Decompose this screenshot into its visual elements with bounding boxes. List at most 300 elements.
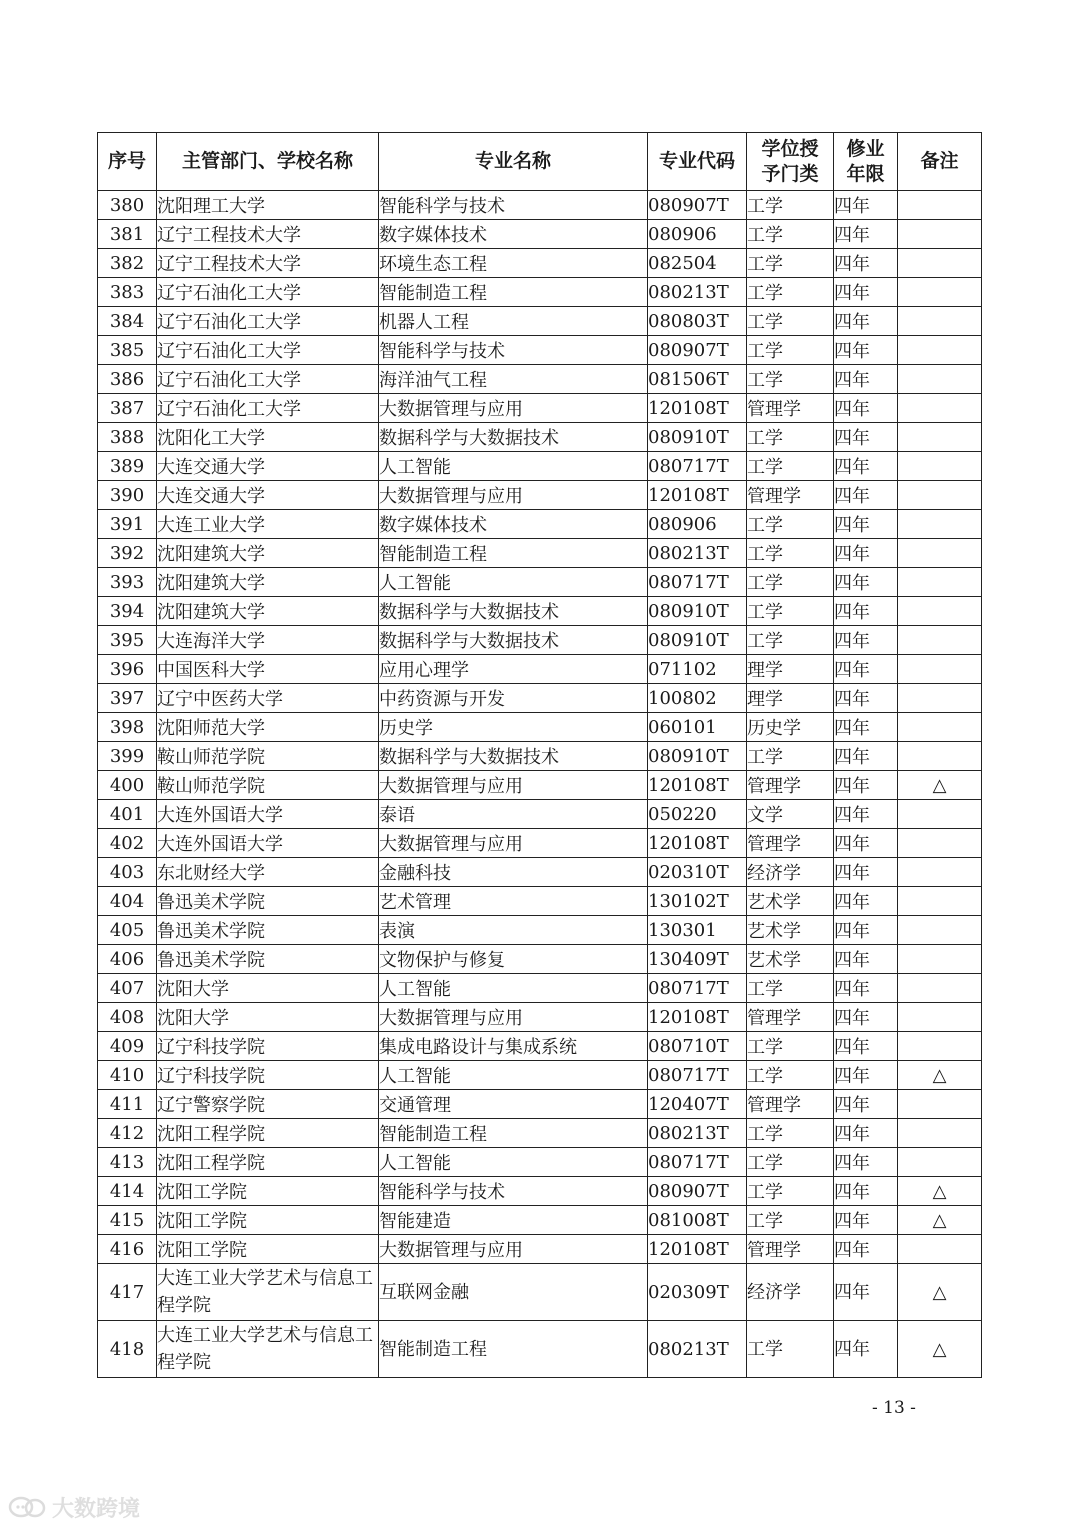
- cell-note: [898, 336, 982, 365]
- cell-major: 应用心理学: [379, 655, 648, 684]
- cell-note: [898, 394, 982, 423]
- cell-no: 385: [98, 336, 157, 365]
- table-row: [98, 452, 982, 481]
- cell-no: 416: [98, 1235, 157, 1264]
- cell-code: 080717T: [648, 1061, 747, 1090]
- header-note: 备注: [898, 133, 982, 191]
- cell-years: 四年: [834, 800, 898, 829]
- cell-major: 大数据管理与应用: [379, 481, 648, 510]
- table-row: [98, 1148, 982, 1177]
- cell-note: [898, 974, 982, 1003]
- cell-no: 389: [98, 452, 157, 481]
- cell-no: 388: [98, 423, 157, 452]
- cell-category: 工学: [747, 336, 834, 365]
- cell-code: 120108T: [648, 394, 747, 423]
- cell-years: 四年: [834, 510, 898, 539]
- cell-major: 机器人工程: [379, 307, 648, 336]
- cell-note: [898, 1003, 982, 1032]
- cell-years: 四年: [834, 684, 898, 713]
- cell-code: 060101: [648, 713, 747, 742]
- header-code: 专业代码: [648, 133, 747, 191]
- cell-category: 工学: [747, 597, 834, 626]
- cell-category: 管理学: [747, 481, 834, 510]
- cell-school: 沈阳大学: [157, 1003, 379, 1032]
- table-row: [98, 684, 982, 713]
- cell-school: 大连外国语大学: [157, 829, 379, 858]
- cell-code: 081008T: [648, 1206, 747, 1235]
- table-row: [98, 1061, 982, 1090]
- cell-years: 四年: [834, 220, 898, 249]
- cell-code: 080213T: [648, 1321, 747, 1378]
- cell-no: 386: [98, 365, 157, 394]
- cell-years: 四年: [834, 336, 898, 365]
- cell-school: 沈阳建筑大学: [157, 539, 379, 568]
- table-row: [98, 365, 982, 394]
- cell-note: [898, 655, 982, 684]
- table-row: [98, 220, 982, 249]
- cell-years: 四年: [834, 394, 898, 423]
- cell-category: 工学: [747, 220, 834, 249]
- cell-note: △: [898, 1061, 982, 1090]
- cell-school: 大连工业大学艺术与信息工程学院: [157, 1264, 379, 1321]
- cell-category: 工学: [747, 568, 834, 597]
- cell-no: 411: [98, 1090, 157, 1119]
- cell-note: [898, 510, 982, 539]
- cell-no: 408: [98, 1003, 157, 1032]
- cell-category: 工学: [747, 1061, 834, 1090]
- cell-school: 辽宁科技学院: [157, 1061, 379, 1090]
- cell-years: 四年: [834, 1090, 898, 1119]
- cell-years: 四年: [834, 191, 898, 220]
- cell-major: 文物保护与修复: [379, 945, 648, 974]
- cell-category: 工学: [747, 249, 834, 278]
- cell-note: △: [898, 1177, 982, 1206]
- cell-major: 智能科学与技术: [379, 1177, 648, 1206]
- cell-school: 沈阳工程学院: [157, 1148, 379, 1177]
- table-row: [98, 423, 982, 452]
- cell-major: 人工智能: [379, 1061, 648, 1090]
- watermark: [8, 1492, 140, 1523]
- cell-note: △: [898, 771, 982, 800]
- cell-school: 大连海洋大学: [157, 626, 379, 655]
- cell-school: 沈阳建筑大学: [157, 568, 379, 597]
- cell-school: 辽宁石油化工大学: [157, 278, 379, 307]
- cell-school: 沈阳建筑大学: [157, 597, 379, 626]
- cell-note: [898, 191, 982, 220]
- cell-note: △: [898, 1206, 982, 1235]
- table-row: [98, 945, 982, 974]
- cell-note: [898, 626, 982, 655]
- table-row: [98, 1032, 982, 1061]
- table-row: [98, 394, 982, 423]
- cell-note: [898, 1090, 982, 1119]
- cell-school: 鞍山师范学院: [157, 771, 379, 800]
- cell-category: 工学: [747, 1206, 834, 1235]
- cell-note: [898, 568, 982, 597]
- cell-major: 智能制造工程: [379, 539, 648, 568]
- table-row: [98, 916, 982, 945]
- cell-no: 418: [98, 1321, 157, 1378]
- cell-years: 四年: [834, 1032, 898, 1061]
- cell-years: 四年: [834, 597, 898, 626]
- cell-note: [898, 423, 982, 452]
- cell-code: 130409T: [648, 945, 747, 974]
- cell-no: 384: [98, 307, 157, 336]
- table-row: [98, 1206, 982, 1235]
- cell-no: 393: [98, 568, 157, 597]
- cell-no: 402: [98, 829, 157, 858]
- cell-code: 130301: [648, 916, 747, 945]
- cell-no: 383: [98, 278, 157, 307]
- cell-category: 工学: [747, 1177, 834, 1206]
- cell-no: 399: [98, 742, 157, 771]
- cell-school: 辽宁警察学院: [157, 1090, 379, 1119]
- table-row: [98, 568, 982, 597]
- cell-category: 管理学: [747, 394, 834, 423]
- cell-category: 艺术学: [747, 945, 834, 974]
- cell-no: 412: [98, 1119, 157, 1148]
- table-row: [98, 278, 982, 307]
- cell-category: 工学: [747, 539, 834, 568]
- cell-code: 080213T: [648, 278, 747, 307]
- cell-no: 406: [98, 945, 157, 974]
- table-row: [98, 249, 982, 278]
- cell-no: 417: [98, 1264, 157, 1321]
- cell-no: 400: [98, 771, 157, 800]
- cell-no: 387: [98, 394, 157, 423]
- cell-note: [898, 800, 982, 829]
- cell-code: 080717T: [648, 974, 747, 1003]
- cell-school: 鲁迅美术学院: [157, 945, 379, 974]
- cell-major: 人工智能: [379, 974, 648, 1003]
- cell-no: 407: [98, 974, 157, 1003]
- cell-major: 中药资源与开发: [379, 684, 648, 713]
- cell-years: 四年: [834, 655, 898, 684]
- cell-school: 辽宁工程技术大学: [157, 249, 379, 278]
- cell-note: [898, 597, 982, 626]
- watermark-text: 大数跨境: [52, 1497, 141, 1522]
- cell-major: 艺术管理: [379, 887, 648, 916]
- cell-school: 沈阳大学: [157, 974, 379, 1003]
- cell-major: 人工智能: [379, 452, 648, 481]
- cell-major: 智能建造: [379, 1206, 648, 1235]
- cell-category: 管理学: [747, 1090, 834, 1119]
- cell-years: 四年: [834, 887, 898, 916]
- cell-major: 数据科学与大数据技术: [379, 597, 648, 626]
- cell-note: [898, 278, 982, 307]
- cell-note: [898, 1119, 982, 1148]
- cell-category: 艺术学: [747, 916, 834, 945]
- table-row: [98, 336, 982, 365]
- cell-major: 泰语: [379, 800, 648, 829]
- cell-years: 四年: [834, 539, 898, 568]
- cell-school: 沈阳化工大学: [157, 423, 379, 452]
- cell-code: 080906: [648, 510, 747, 539]
- cell-category: 工学: [747, 423, 834, 452]
- cell-major: 智能科学与技术: [379, 191, 648, 220]
- cell-major: 大数据管理与应用: [379, 1235, 648, 1264]
- cell-school: 大连外国语大学: [157, 800, 379, 829]
- cell-code: 080907T: [648, 1177, 747, 1206]
- cell-note: [898, 1148, 982, 1177]
- cell-note: [898, 829, 982, 858]
- table-row: [98, 887, 982, 916]
- cell-no: 403: [98, 858, 157, 887]
- cell-years: 四年: [834, 974, 898, 1003]
- cell-note: [898, 249, 982, 278]
- cell-category: 工学: [747, 1119, 834, 1148]
- cell-years: 四年: [834, 423, 898, 452]
- cell-school: 辽宁石油化工大学: [157, 394, 379, 423]
- cell-school: 沈阳工学院: [157, 1177, 379, 1206]
- cell-note: [898, 713, 982, 742]
- cell-no: 397: [98, 684, 157, 713]
- table-row: [98, 974, 982, 1003]
- cell-code: 080910T: [648, 742, 747, 771]
- cell-no: 398: [98, 713, 157, 742]
- cell-school: 辽宁科技学院: [157, 1032, 379, 1061]
- cell-code: 020309T: [648, 1264, 747, 1321]
- cell-school: 沈阳工程学院: [157, 1119, 379, 1148]
- header-category: 学位授予门类: [747, 133, 834, 191]
- cell-years: 四年: [834, 1235, 898, 1264]
- cell-category: 工学: [747, 278, 834, 307]
- cell-major: 互联网金融: [379, 1264, 648, 1321]
- cell-code: 080213T: [648, 539, 747, 568]
- cell-code: 080910T: [648, 597, 747, 626]
- cell-note: [898, 452, 982, 481]
- table-row: [98, 1090, 982, 1119]
- cell-major: 智能制造工程: [379, 1119, 648, 1148]
- cell-school: 大连交通大学: [157, 481, 379, 510]
- cell-years: 四年: [834, 945, 898, 974]
- cell-no: 401: [98, 800, 157, 829]
- cell-no: 382: [98, 249, 157, 278]
- cell-school: 沈阳师范大学: [157, 713, 379, 742]
- cell-code: 080907T: [648, 191, 747, 220]
- cell-school: 辽宁石油化工大学: [157, 365, 379, 394]
- cell-code: 120108T: [648, 829, 747, 858]
- cell-note: △: [898, 1321, 982, 1378]
- cell-no: 405: [98, 916, 157, 945]
- cell-category: 经济学: [747, 1264, 834, 1321]
- cell-category: 工学: [747, 452, 834, 481]
- cell-major: 大数据管理与应用: [379, 829, 648, 858]
- cell-category: 工学: [747, 1032, 834, 1061]
- cell-note: [898, 858, 982, 887]
- cell-years: 四年: [834, 1177, 898, 1206]
- cell-note: [898, 945, 982, 974]
- table-row: [98, 829, 982, 858]
- cell-note: [898, 1032, 982, 1061]
- cell-category: 艺术学: [747, 887, 834, 916]
- cell-school: 大连交通大学: [157, 452, 379, 481]
- table-row: [98, 481, 982, 510]
- table-row: [98, 1235, 982, 1264]
- cell-school: 鲁迅美术学院: [157, 916, 379, 945]
- cell-note: [898, 220, 982, 249]
- cell-code: 071102: [648, 655, 747, 684]
- cell-school: 辽宁中医药大学: [157, 684, 379, 713]
- cell-code: 080717T: [648, 452, 747, 481]
- table-row: [98, 713, 982, 742]
- cell-years: 四年: [834, 1148, 898, 1177]
- table-row: [98, 1264, 982, 1321]
- cell-school: 大连工业大学: [157, 510, 379, 539]
- cell-code: 130102T: [648, 887, 747, 916]
- cell-note: [898, 684, 982, 713]
- cell-category: 文学: [747, 800, 834, 829]
- cell-school: 沈阳工学院: [157, 1206, 379, 1235]
- cell-years: 四年: [834, 481, 898, 510]
- table-row: [98, 191, 982, 220]
- header-years: 修业年限: [834, 133, 898, 191]
- cell-code: 080906: [648, 220, 747, 249]
- cell-note: [898, 539, 982, 568]
- cell-category: 工学: [747, 1148, 834, 1177]
- cell-note: [898, 307, 982, 336]
- table-row: [98, 1119, 982, 1148]
- cell-category: 工学: [747, 1321, 834, 1378]
- speech-bubble-logo-icon: [8, 1495, 48, 1521]
- cell-code: 020310T: [648, 858, 747, 887]
- cell-category: 工学: [747, 365, 834, 394]
- cell-no: 391: [98, 510, 157, 539]
- cell-no: 381: [98, 220, 157, 249]
- cell-major: 海洋油气工程: [379, 365, 648, 394]
- cell-note: [898, 887, 982, 916]
- cell-years: 四年: [834, 1119, 898, 1148]
- cell-category: 管理学: [747, 1235, 834, 1264]
- cell-major: 数据科学与大数据技术: [379, 742, 648, 771]
- page-number: - 13 -: [872, 1398, 916, 1418]
- cell-years: 四年: [834, 916, 898, 945]
- cell-note: △: [898, 1264, 982, 1321]
- table-row: [98, 597, 982, 626]
- cell-years: 四年: [834, 307, 898, 336]
- table-row: [98, 510, 982, 539]
- cell-category: 管理学: [747, 1003, 834, 1032]
- cell-years: 四年: [834, 365, 898, 394]
- cell-category: 工学: [747, 974, 834, 1003]
- cell-major: 金融科技: [379, 858, 648, 887]
- cell-major: 环境生态工程: [379, 249, 648, 278]
- cell-major: 大数据管理与应用: [379, 1003, 648, 1032]
- cell-major: 表演: [379, 916, 648, 945]
- cell-school: 鞍山师范学院: [157, 742, 379, 771]
- table-row: [98, 1177, 982, 1206]
- cell-years: 四年: [834, 1061, 898, 1090]
- table-row: [98, 742, 982, 771]
- table-row: [98, 771, 982, 800]
- cell-major: 历史学: [379, 713, 648, 742]
- cell-category: 历史学: [747, 713, 834, 742]
- cell-category: 管理学: [747, 829, 834, 858]
- cell-note: [898, 742, 982, 771]
- cell-years: 四年: [834, 568, 898, 597]
- cell-major: 集成电路设计与集成系统: [379, 1032, 648, 1061]
- cell-major: 交通管理: [379, 1090, 648, 1119]
- cell-school: 大连工业大学艺术与信息工程学院: [157, 1321, 379, 1378]
- cell-no: 396: [98, 655, 157, 684]
- cell-code: 080910T: [648, 423, 747, 452]
- cell-major: 大数据管理与应用: [379, 394, 648, 423]
- cell-code: 120108T: [648, 481, 747, 510]
- cell-code: 080803T: [648, 307, 747, 336]
- cell-no: 415: [98, 1206, 157, 1235]
- cell-code: 080717T: [648, 568, 747, 597]
- cell-major: 数据科学与大数据技术: [379, 423, 648, 452]
- cell-category: 管理学: [747, 771, 834, 800]
- cell-code: 100802: [648, 684, 747, 713]
- cell-years: 四年: [834, 713, 898, 742]
- table-row: [98, 655, 982, 684]
- table-row: [98, 307, 982, 336]
- cell-years: 四年: [834, 742, 898, 771]
- table-body: [98, 191, 982, 1378]
- cell-code: 050220: [648, 800, 747, 829]
- cell-years: 四年: [834, 829, 898, 858]
- header-major: 专业名称: [379, 133, 648, 191]
- header-school: 主管部门、学校名称: [157, 133, 379, 191]
- cell-school: 沈阳工学院: [157, 1235, 379, 1264]
- table-row: [98, 800, 982, 829]
- cell-code: 082504: [648, 249, 747, 278]
- cell-category: 工学: [747, 307, 834, 336]
- cell-major: 智能制造工程: [379, 278, 648, 307]
- cell-code: 080910T: [648, 626, 747, 655]
- cell-no: 394: [98, 597, 157, 626]
- cell-years: 四年: [834, 771, 898, 800]
- cell-school: 辽宁工程技术大学: [157, 220, 379, 249]
- header-no: 序号: [98, 133, 157, 191]
- majors-table: [97, 132, 982, 1378]
- cell-school: 沈阳理工大学: [157, 191, 379, 220]
- cell-school: 东北财经大学: [157, 858, 379, 887]
- cell-code: 080710T: [648, 1032, 747, 1061]
- cell-major: 大数据管理与应用: [379, 771, 648, 800]
- cell-note: [898, 1235, 982, 1264]
- cell-years: 四年: [834, 278, 898, 307]
- cell-no: 392: [98, 539, 157, 568]
- cell-no: 380: [98, 191, 157, 220]
- cell-no: 409: [98, 1032, 157, 1061]
- cell-years: 四年: [834, 626, 898, 655]
- cell-code: 120108T: [648, 1003, 747, 1032]
- cell-school: 辽宁石油化工大学: [157, 336, 379, 365]
- cell-school: 中国医科大学: [157, 655, 379, 684]
- table-row: [98, 858, 982, 887]
- table-row: [98, 626, 982, 655]
- cell-years: 四年: [834, 1321, 898, 1378]
- cell-no: 395: [98, 626, 157, 655]
- cell-school: 鲁迅美术学院: [157, 887, 379, 916]
- cell-category: 理学: [747, 684, 834, 713]
- cell-no: 410: [98, 1061, 157, 1090]
- cell-major: 人工智能: [379, 1148, 648, 1177]
- cell-code: 080213T: [648, 1119, 747, 1148]
- cell-code: 080717T: [648, 1148, 747, 1177]
- cell-no: 413: [98, 1148, 157, 1177]
- cell-no: 414: [98, 1177, 157, 1206]
- table-header-row: [98, 133, 982, 191]
- cell-category: 工学: [747, 510, 834, 539]
- cell-code: 081506T: [648, 365, 747, 394]
- cell-category: 理学: [747, 655, 834, 684]
- cell-category: 工学: [747, 742, 834, 771]
- cell-major: 智能科学与技术: [379, 336, 648, 365]
- cell-school: 辽宁石油化工大学: [157, 307, 379, 336]
